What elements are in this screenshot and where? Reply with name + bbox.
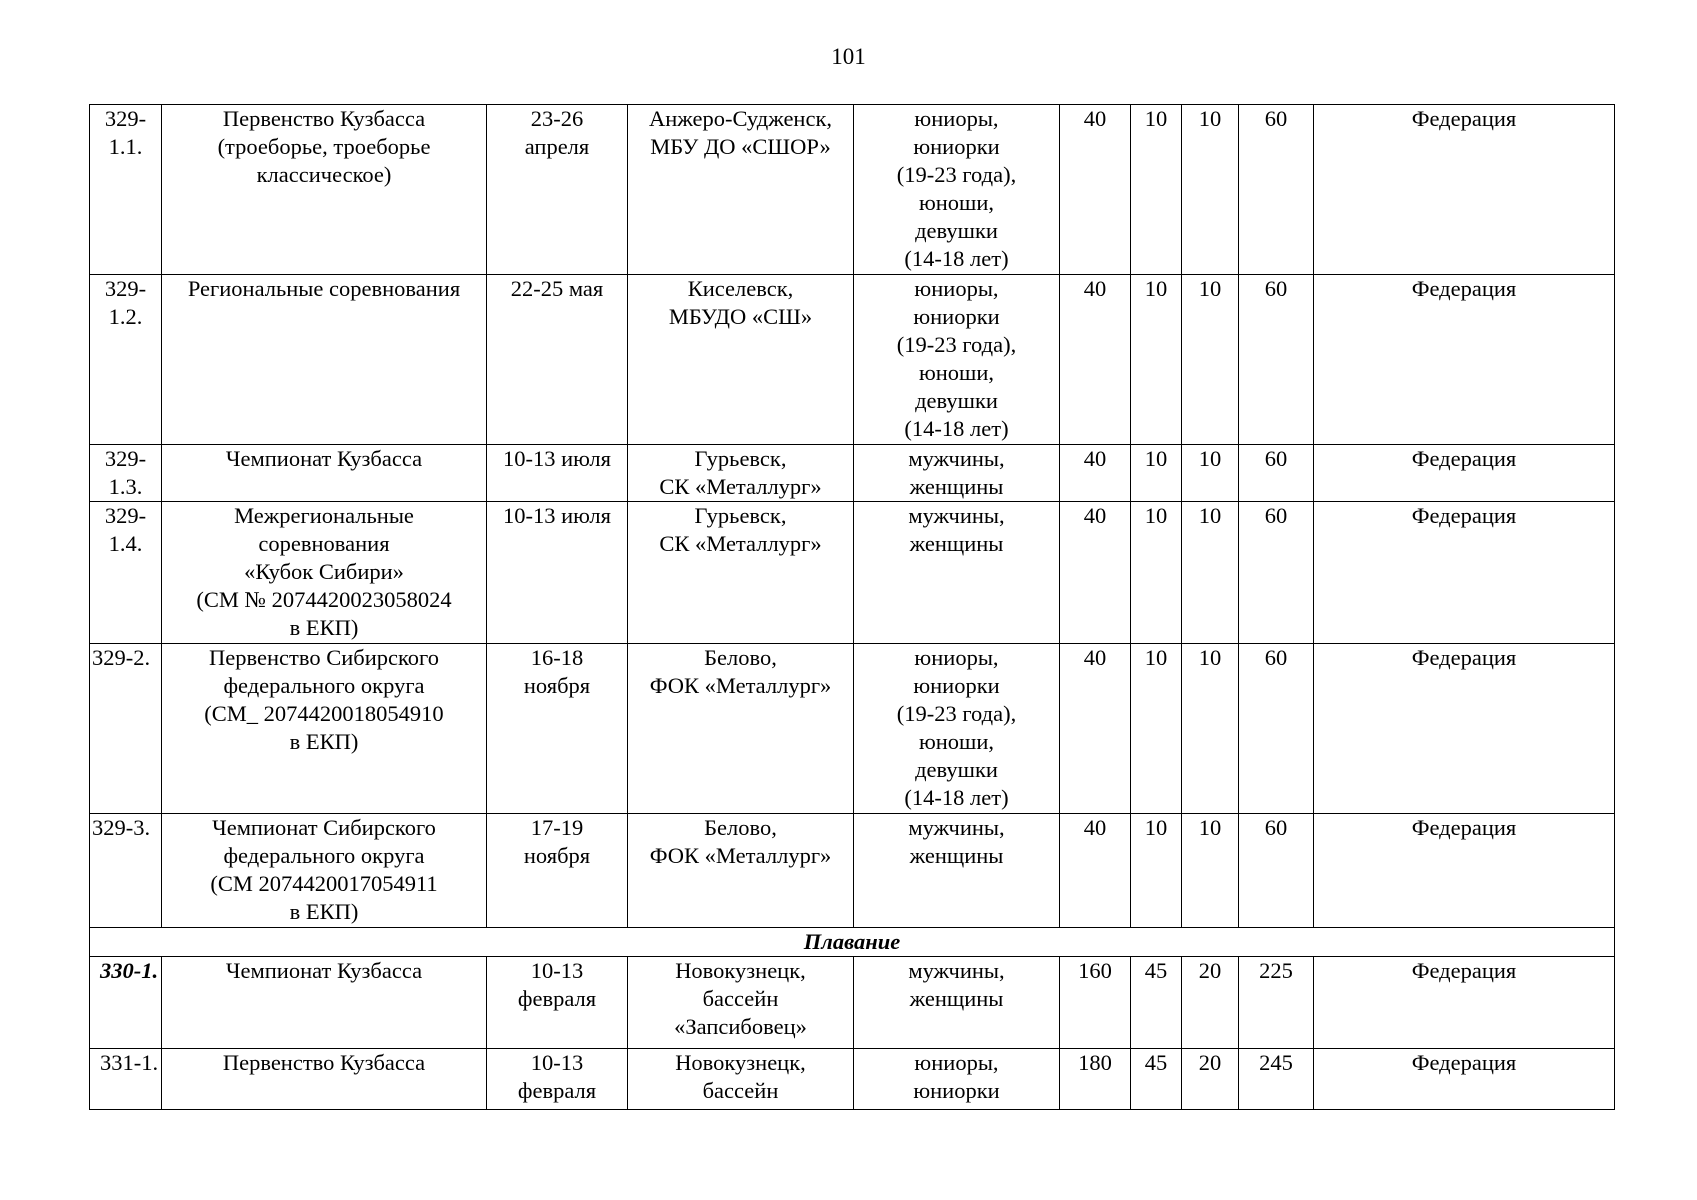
event-place: Белово, ФОК «Металлург» [628,644,854,814]
count-col-2: 10 [1131,502,1182,644]
count-col-2: 45 [1131,957,1182,1049]
section-row [90,928,1615,957]
event-place: Белово, ФОК «Металлург» [628,814,854,928]
table-row [90,445,1615,502]
count-col-2: 10 [1131,644,1182,814]
participant-category: мужчины, женщины [854,445,1060,502]
count-total: 60 [1239,644,1314,814]
count-col-3: 10 [1182,275,1239,445]
event-name: Межрегиональные соревнования «Кубок Сибири» (СМ № 2074420023058024 в ЕКП) [162,502,487,644]
count-col-2: 10 [1131,445,1182,502]
count-total: 60 [1239,814,1314,928]
page-number: 101 [831,44,866,69]
count-col-1: 160 [1060,957,1131,1049]
participant-category: юниоры, юниорки (19-23 года), юноши, девушки (14-18 лет) [854,105,1060,275]
participant-category: мужчины, женщины [854,814,1060,928]
organizer: Федерация [1314,502,1615,644]
table-row [90,1049,1615,1110]
participant-category: юниоры, юниорки (19-23 года), юноши, девушки (14-18 лет) [854,644,1060,814]
organizer: Федерация [1314,445,1615,502]
table-row [90,957,1615,1049]
count-col-1: 40 [1060,105,1131,275]
table-row [90,644,1615,814]
event-number: 330-1. [90,957,162,1049]
table-row [90,502,1615,644]
event-name: Первенство Кузбасса (троеборье, троеборье классическое) [162,105,487,275]
event-place: Киселевск, МБУДО «СШ» [628,275,854,445]
event-place: Новокузнецк, бассейн «Запсибовец» [628,957,854,1049]
count-col-1: 40 [1060,814,1131,928]
event-name: Первенство Кузбасса [162,1049,487,1110]
count-col-1: 180 [1060,1049,1131,1110]
event-number: 329- 1.2. [90,275,162,445]
participant-category: юниоры, юниорки [854,1049,1060,1110]
event-number: 329-2. [90,644,162,814]
event-place: Гурьевск, СК «Металлург» [628,445,854,502]
event-name: Чемпионат Кузбасса [162,445,487,502]
events-table [89,104,1615,1110]
count-col-3: 10 [1182,502,1239,644]
event-date: 17-19 ноября [487,814,628,928]
count-col-3: 20 [1182,1049,1239,1110]
organizer: Федерация [1314,105,1615,275]
event-place: Новокузнецк, бассейн [628,1049,854,1110]
event-date: 10-13 февраля [487,1049,628,1110]
count-col-3: 10 [1182,644,1239,814]
event-date: 10-13 июля [487,445,628,502]
count-col-3: 20 [1182,957,1239,1049]
count-col-3: 10 [1182,445,1239,502]
event-name: Первенство Сибирского федерального округа (СМ_ 2074420018054910 в ЕКП) [162,644,487,814]
event-number: 329- 1.3. [90,445,162,502]
count-total: 60 [1239,502,1314,644]
organizer: Федерация [1314,814,1615,928]
event-number: 329- 1.4. [90,502,162,644]
count-total: 60 [1239,275,1314,445]
event-date: 10-13 июля [487,502,628,644]
count-col-2: 45 [1131,1049,1182,1110]
count-col-1: 40 [1060,275,1131,445]
participant-category: мужчины, женщины [854,502,1060,644]
count-col-2: 10 [1131,814,1182,928]
event-place: Гурьевск, СК «Металлург» [628,502,854,644]
count-col-1: 40 [1060,502,1131,644]
event-name: Чемпионат Сибирского федерального округа (СМ 2074420017054911 в ЕКП) [162,814,487,928]
event-number: 329-3. [90,814,162,928]
event-name: Региональные соревнования [162,275,487,445]
event-place: Анжеро-Судженск, МБУ ДО «СШОР» [628,105,854,275]
organizer: Федерация [1314,275,1615,445]
organizer: Федерация [1314,644,1615,814]
count-total: 225 [1239,957,1314,1049]
count-col-1: 40 [1060,445,1131,502]
event-date: 16-18 ноября [487,644,628,814]
event-date: 22-25 мая [487,275,628,445]
participant-category: мужчины, женщины [854,957,1060,1049]
table-row [90,105,1615,275]
count-col-2: 10 [1131,105,1182,275]
count-total: 60 [1239,105,1314,275]
count-total: 245 [1239,1049,1314,1110]
count-col-3: 10 [1182,814,1239,928]
event-name: Чемпионат Кузбасса [162,957,487,1049]
organizer: Федерация [1314,1049,1615,1110]
table-row [90,814,1615,928]
count-col-1: 40 [1060,644,1131,814]
participant-category: юниоры, юниорки (19-23 года), юноши, девушки (14-18 лет) [854,275,1060,445]
count-col-2: 10 [1131,275,1182,445]
organizer: Федерация [1314,957,1615,1049]
section-title: Плавание [90,928,1615,957]
count-total: 60 [1239,445,1314,502]
event-number: 331-1. [90,1049,162,1110]
event-number: 329- 1.1. [90,105,162,275]
event-date: 23-26 апреля [487,105,628,275]
event-date: 10-13 февраля [487,957,628,1049]
count-col-3: 10 [1182,105,1239,275]
table-row [90,275,1615,445]
